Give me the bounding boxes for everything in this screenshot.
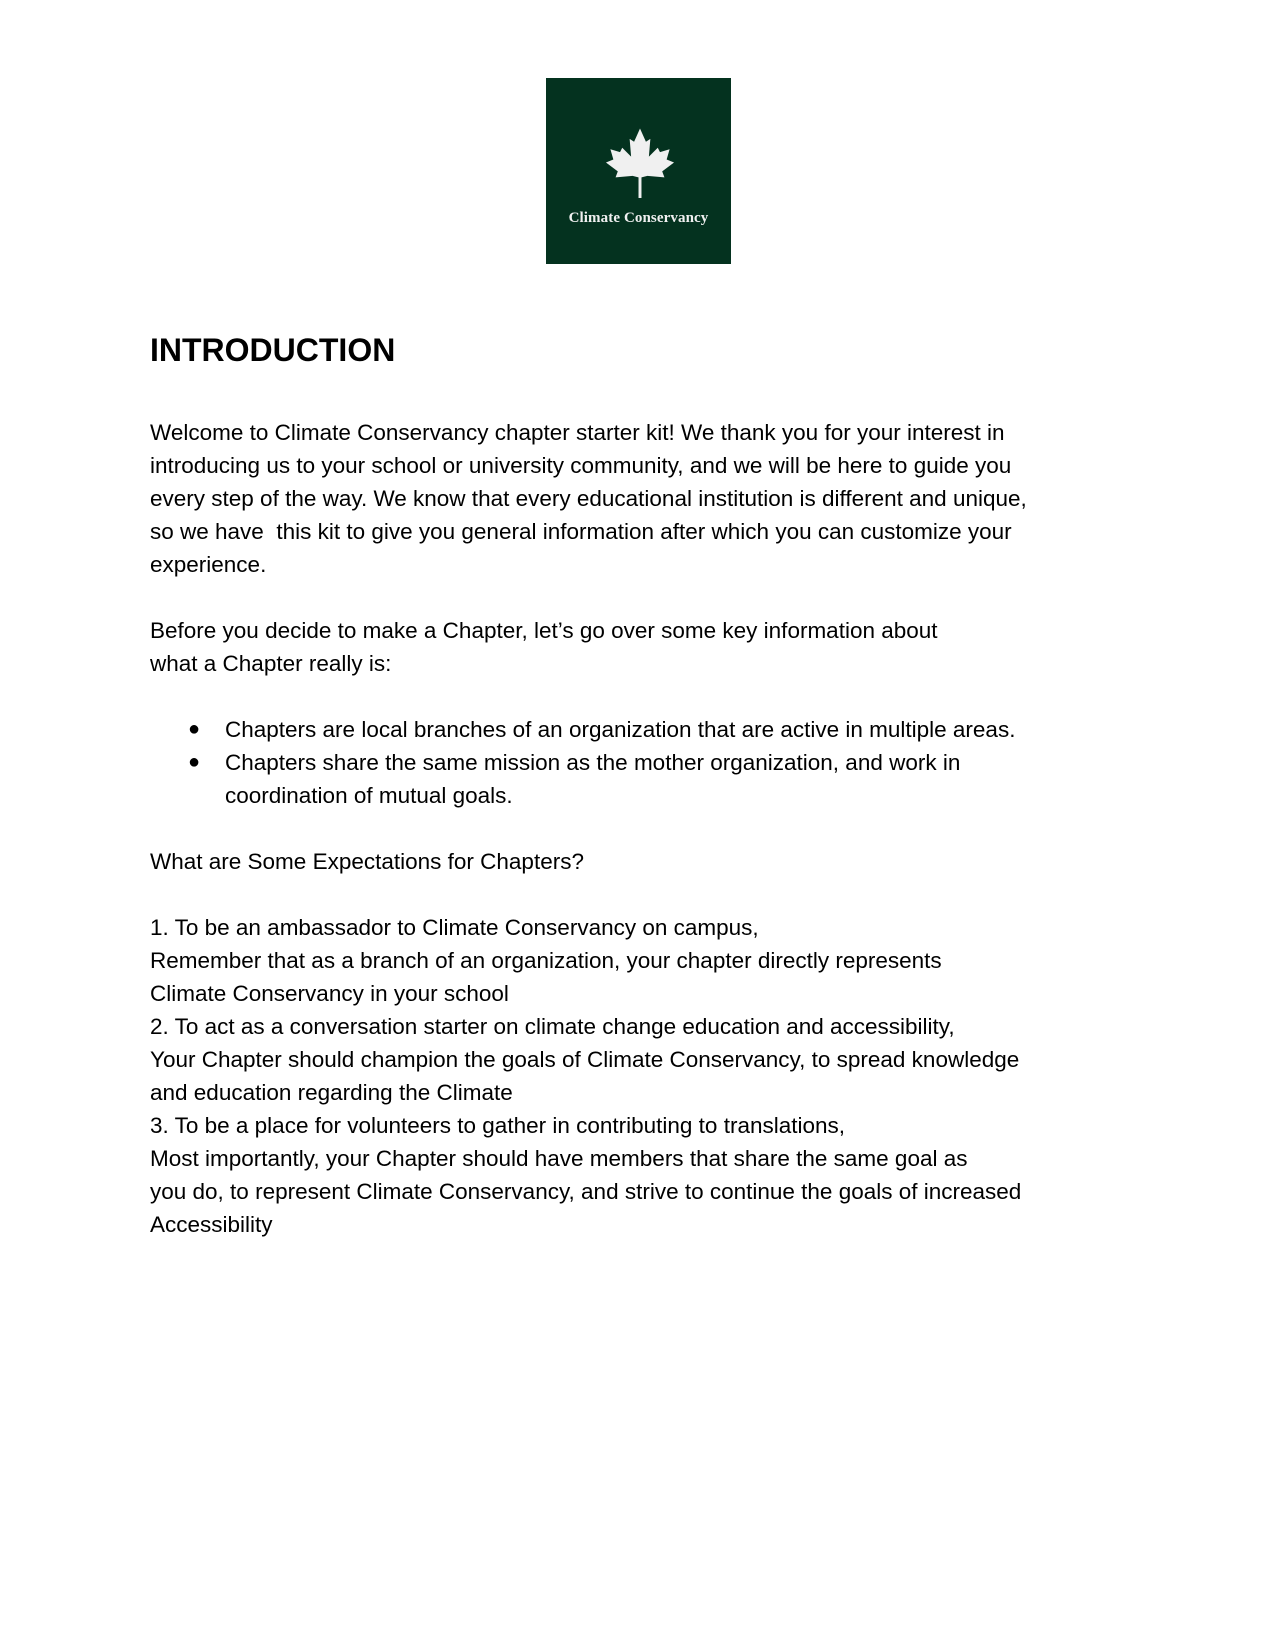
list-item-text: Chapters are local branches of an organization that are active in multiple areas. xyxy=(225,717,1016,742)
expectation-body-line: Climate Conservancy in your school xyxy=(150,981,509,1006)
list-item-text: Chapters share the same mission as the mother organization, and work in coordination of mutual goals. xyxy=(225,750,961,808)
chapter-intro-paragraph xyxy=(150,614,1140,680)
intro-line: so we have this kit to give you general information after which you can customize your xyxy=(150,519,1012,544)
intro-line: introducing us to your school or university community, and we will be here to guide you xyxy=(150,453,1012,478)
maple-leaf-icon xyxy=(603,127,677,201)
list-item xyxy=(150,713,1140,746)
expectation-body-line: you do, to represent Climate Conservancy, and strive to continue the goals of increased xyxy=(150,1179,1022,1204)
climate-conservancy-logo xyxy=(546,78,731,264)
list-item xyxy=(150,746,1075,812)
intro-line: every step of the way. We know that every educational institution is different and unique, xyxy=(150,486,1027,511)
expectation-body-line: and education regarding the Climate xyxy=(150,1080,513,1105)
expectation-title: 2. To act as a conversation starter on climate change education and accessibility, xyxy=(150,1014,955,1039)
expectations-list xyxy=(150,911,1140,1241)
page-title: INTRODUCTION xyxy=(150,332,396,368)
chapter-intro-line: what a Chapter really is: xyxy=(150,651,392,676)
bullet-icon: ● xyxy=(188,718,201,740)
chapter-definition-list xyxy=(150,713,1140,812)
expectation-body-line: Most importantly, your Chapter should have members that share the same goal as xyxy=(150,1146,968,1171)
expectations-heading: What are Some Expectations for Chapters? xyxy=(150,849,584,874)
expectation-body-line: Remember that as a branch of an organization, your chapter directly represents xyxy=(150,948,942,973)
document-body xyxy=(150,330,1140,1241)
bullet-icon: ● xyxy=(188,751,201,773)
expectation-title: 1. To be an ambassador to Climate Conservancy on campus, xyxy=(150,915,759,940)
chapter-intro-line: Before you decide to make a Chapter, let’s go over some key information about xyxy=(150,618,938,643)
expectation-body-line: Accessibility xyxy=(150,1212,273,1237)
logo-text: Climate Conservancy xyxy=(568,210,709,226)
intro-line: Welcome to Climate Conservancy chapter starter kit! We thank you for your interest in xyxy=(150,420,1005,445)
expectation-title: 3. To be a place for volunteers to gather in contributing to translations, xyxy=(150,1113,846,1138)
expectation-body-line: Your Chapter should champion the goals of Climate Conservancy, to spread knowledge xyxy=(150,1047,1020,1072)
intro-paragraph xyxy=(150,416,1140,581)
intro-line: experience. xyxy=(150,552,267,577)
